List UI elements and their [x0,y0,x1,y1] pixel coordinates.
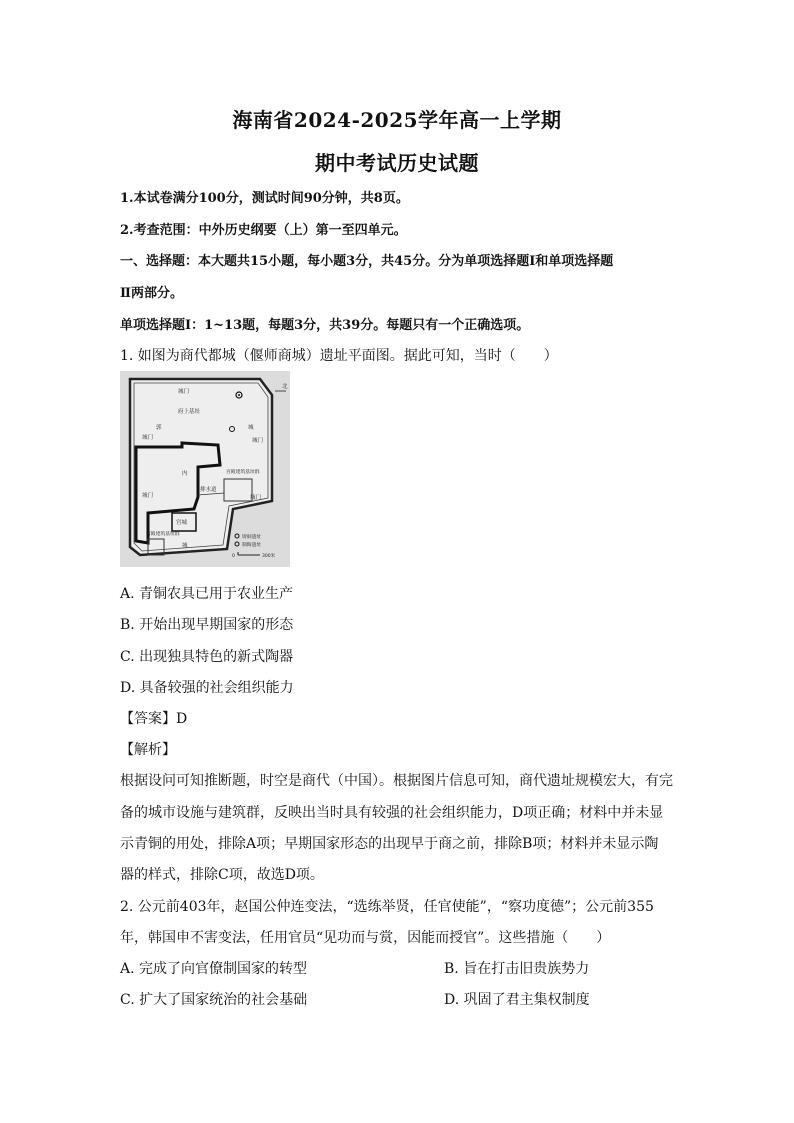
map-group-right: 宫殿建筑基址群 [226,470,260,475]
q2-option-d: D. 巩固了君主集权制度 [444,992,590,1008]
q1-answer: 【答案】D [120,711,188,727]
map-figure [120,371,290,567]
q1-option-b: B. 开始出现早期国家的形态 [120,617,294,633]
map-scale-zero: 0 [232,554,235,559]
shang-city-map [120,371,290,567]
map-cheng-bottom: 城 [182,543,188,549]
map-cheng-left: 郭 [156,425,162,431]
map-gate-right-1: 城门 [252,438,264,444]
map-gate-left-2: 城门 [142,493,154,499]
map-scale-300: 300米 [262,554,276,559]
q2-option-a: A. 完成了向官僚制国家的转型 [120,961,308,977]
q1-analysis-line-3: 示青铜的用处，排除A项；早期国家形态的出现早于商之前，排除B项；材料并未显示陶 [120,836,659,852]
map-legend-bronze: 铸铜遗址 [242,535,262,540]
section-heading-line2: Ⅱ两部分。 [120,286,183,301]
map-gate-top: 城门 [178,389,190,395]
q2-option-c: C. 扩大了国家统治的社会基础 [120,992,308,1008]
q1-analysis-label: 【解析】 [120,742,176,758]
q2-option-b: B. 旨在打击旧贵族势力 [444,961,590,977]
page-title: 海南省2024-2025学年高一上学期 [232,108,562,132]
q1-option-a: A. 青铜农具已用于农业生产 [120,586,294,602]
map-site-label: 府上基址 [178,409,201,415]
map-gate-left-1: 城门 [142,435,154,441]
map-nei-label: 内 [182,471,188,477]
q1-option-d: D. 具备较强的社会组织能力 [120,680,294,696]
map-drain-label: 排水道 [200,487,217,493]
question-2-stem-line1: 2. 公元前403年，赵国公仲连变法，“选练举贤，任官使能”，“察功度德”；公元前355 [120,899,654,915]
map-palace-label: 宫城 [176,520,188,526]
map-cheng-right: 城 [248,425,254,431]
map-north-label: 北 [282,384,288,390]
q1-analysis-line-2: 备的城市设施与建筑群，反映出当时具有较强的社会组织能力，D项正确；材料中并未显 [120,805,664,821]
note-1: 1.本试卷满分100分，测试时间90分钟，共8页。 [120,191,409,206]
note-2: 2.考查范围：中外历史纲要（上）第一至四单元。 [120,223,407,238]
q1-analysis-line-1: 根据设问可知推断题，时空是商代（中国）。根据图片信息可知，商代遗址规模宏大，有完 [120,773,673,789]
map-group-bottom: 宫殿建筑基址群 [146,532,180,537]
question-2-stem-line2: 年，韩国申不害变法，任用官员“见功而与赏，因能而授官”。这些措施（ ） [120,930,611,946]
q1-option-c: C. 出现独具特色的新式陶器 [120,649,294,665]
question-1-stem: 1. 如图为商代都城（偃师商城）遗址平面图。据此可知，当时（ ） [120,348,558,364]
map-legend-pottery: 制陶遗址 [242,543,262,548]
q1-analysis-line-4: 器的样式，排除C项，故选D项。 [120,867,324,883]
section-subheading: 单项选择题Ⅰ：1~13题，每题3分，共39分。每题只有一个正确选项。 [120,318,530,333]
map-gate-right-2: 城门 [250,495,262,501]
page-subtitle: 期中考试历史试题 [315,151,479,175]
section-heading-line1: 一、选择题：本大题共15小题，每小题3分，共45分。分为单项选择题Ⅰ和单项选择题 [120,254,614,269]
